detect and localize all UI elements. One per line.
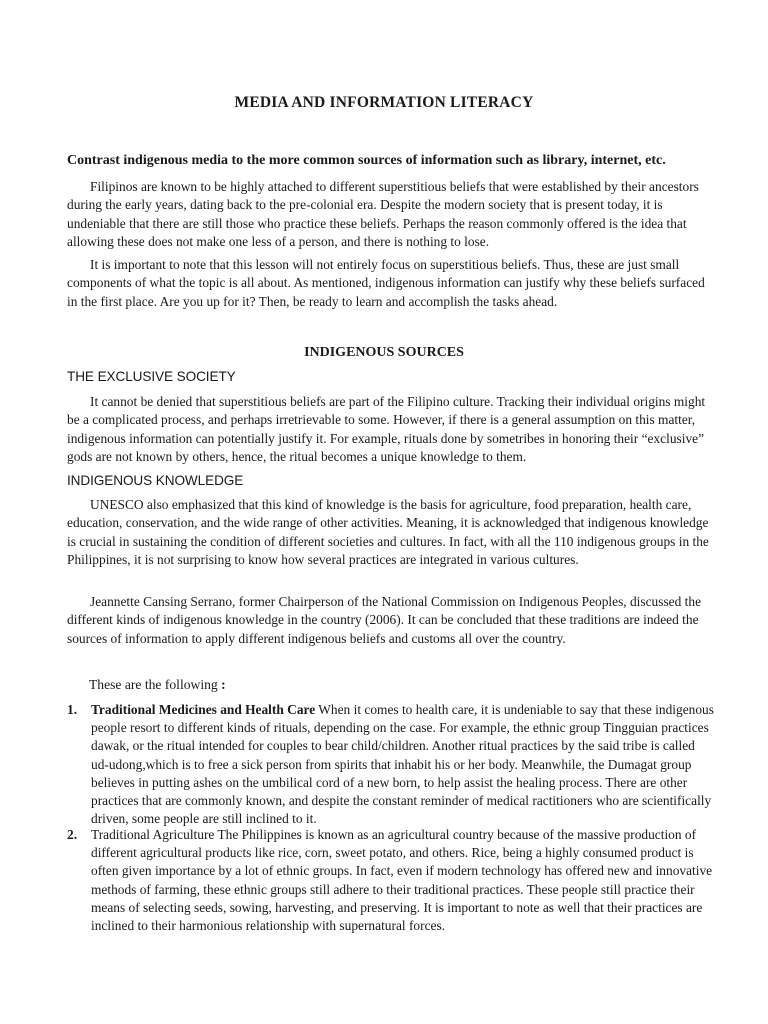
list-lead-colon: : bbox=[221, 677, 226, 692]
list-number: 2. bbox=[67, 827, 78, 842]
exclusive-society-paragraph: It cannot be denied that superstitious beliefs are part of the Filipino culture. Tracking their individual origins might be a complicated process, and perhaps irretrievable to some. However, if there is a general assumption on this matter, indigenous information can potentially justify it. For example, rituals done by sometribes in honoring their “exclusive” gods are not known by others, hence, the ritual becomes a unique knowledge to them. bbox=[67, 394, 706, 465]
list-item-1 bbox=[67, 701, 716, 828]
list-lead bbox=[89, 677, 226, 693]
document-title: MEDIA AND INFORMATION LITERACY bbox=[234, 94, 534, 111]
list-body bbox=[91, 826, 716, 935]
list-item-text: Traditional Agriculture The Philippines is known as an agricultural country because of the massive production of different agricultural products like rice, corn, sweet potato, and others. Rice, being a highly consumed product is often given importance by a lot of ethnic groups. In fact, even if modern technology has offered new and innovative methods of farming, these ethnic groups still adhere to their traditional practices. These people still practice their means of selecting seeds, sowing, harvesting, and preserving. It is important to note as well that their practices are inclined to their harmonious relationship with supernatural forces. bbox=[91, 827, 713, 934]
list-item-text: When it comes to health care, it is undeniable to say that these indigenous people resort to different kinds of rituals, depending on the case. For example, the ethnic group Tingguian practices dawak, or the ritual intended for couples to bear child/children. Another ritual practices by the said tribe is called ud-udong,which is to free a sick person from spirits that inhabit his or her body. Meanwhile, the Dumagat group believes in putting ashes on the umbilical cord of a new born, to help assist the healing process. There are other practices that are commonly known, and despite the constant reminder of medical ractitioners who are scientifically driven, some people are still inclined to it. bbox=[91, 702, 714, 827]
assignment-prompt: Contrast indigenous media to the more common sources of information such as library, internet, etc. bbox=[67, 153, 666, 168]
heading-exclusive-society: THE EXCLUSIVE SOCIETY bbox=[67, 369, 236, 384]
list-item-title: Traditional Medicines and Health Care bbox=[91, 702, 316, 717]
section-title: INDIGENOUS SOURCES bbox=[304, 345, 464, 360]
indigenous-knowledge-paragraph-1: UNESCO also emphasized that this kind of knowledge is the basis for agriculture, food preparation, health care, education, conservation, and the wide range of other activities. Meaning, it is acknowledged that indigenous knowledge is crucial in sustaining the condition of different societies and cultures. In fact, with all the 110 indigenous groups in the Philippines, it is not surprising to know how several practices are integrated in various cultures. bbox=[67, 497, 709, 568]
list-item-2 bbox=[67, 826, 716, 935]
list-body bbox=[91, 701, 716, 828]
list-lead-text: These are the following bbox=[89, 677, 218, 692]
intro-paragraph-1: Filipinos are known to be highly attached to different superstitious beliefs that were established by their ancestors during the early years, dating back to the pre-colonial era. Despite the modern society that is present today, it is undeniable that there are still those who practice these beliefs. Perhaps the reason commonly offered is the idea that allowing these does not make one less of a person, and there is nothing to lose. bbox=[67, 179, 699, 250]
heading-indigenous-knowledge: INDIGENOUS KNOWLEDGE bbox=[67, 473, 244, 488]
indigenous-knowledge-paragraph-2: Jeannette Cansing Serrano, former Chairperson of the National Commission on Indigenous Peoples, discussed the different kinds of indigenous knowledge in the country (2006). It can be concluded that these traditions are indeed the sources of information to apply different indigenous beliefs and customs all over the country. bbox=[67, 594, 702, 646]
intro-paragraph-2: It is important to note that this lesson will not entirely focus on superstitious beliefs. Thus, these are just small components of what the topic is all about. As mentioned, indigenous information can justify why these beliefs surfaced in the first place. Are you up for it? Then, be ready to learn and accomplish the tasks ahead. bbox=[67, 257, 705, 309]
list-number: 1. bbox=[67, 702, 78, 717]
